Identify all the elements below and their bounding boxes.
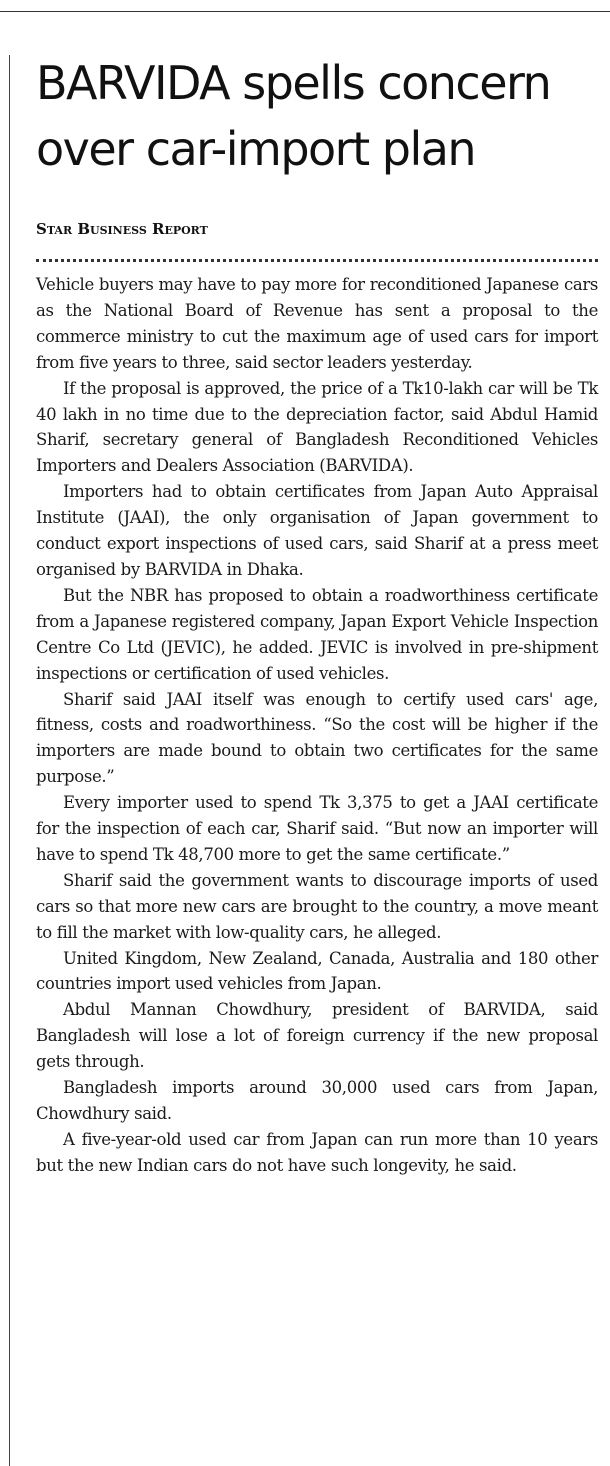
paragraph: United Kingdom, New Zealand, Canada, Australia and 180 other countries import used vehicles from Japan. (36, 948, 598, 994)
headline-line-1: BARVIDA spells concern (36, 56, 551, 110)
headline (36, 50, 602, 182)
paragraph: Sharif said JAAI itself was enough to certify used cars' age, fitness, costs and roadworthiness. “So the cost will be higher if the importers are made bound to obtain two certificates for the same purpose.” (36, 689, 598, 787)
paragraph: Abdul Mannan Chowdhury, president of BARVIDA, said Bangladesh will lose a lot of foreign currency if the new proposal gets through. (36, 1000, 598, 1072)
paragraph: Every importer used to spend Tk 3,375 to get a JAAI certificate for the inspection of each car, Sharif said. “But now an importer will have to spend Tk 48,700 more to get the same certificate.” (36, 793, 598, 864)
column-rule (9, 55, 10, 1466)
paragraph: A five-year-old used car from Japan can run more than 10 years but the new Indian cars do not have such longevity, he said. (36, 1129, 598, 1175)
paragraph: Bangladesh imports around 30,000 used cars from Japan, Chowdhury said. (36, 1078, 598, 1123)
paragraph: If the proposal is approved, the price of a Tk10-lakh car will be Tk 40 lakh in no time due to the depreciation factor, said Abdul Hamid Sharif, secretary general of Bangladesh Reconditioned Vehicles Importers and Dealers Association (BARVIDA). (36, 378, 598, 476)
paragraph: Vehicle buyers may have to pay more for reconditioned Japanese cars as the National Board of Revenue has sent a proposal to the commerce ministry to cut the maximum age of used cars for import from five years to three, said sector leaders yesterday. (36, 275, 598, 372)
paragraph: Importers had to obtain certificates from Japan Auto Appraisal Institute (JAAI), the only organisation of Japan government to conduct export inspections of used cars, said Sharif at a press meet organised by BARVIDA in Dhaka. (36, 482, 598, 579)
paragraph: But the NBR has proposed to obtain a roadworthiness certificate from a Japanese registered company, Japan Export Vehicle Inspection Centre Co Ltd (JEVIC), he added. JEVIC is involved in pre-shipment inspections or certification of used vehicles. (36, 585, 598, 683)
paragraph: Sharif said the government wants to discourage imports of used cars so that more new cars are brought to the country, a move meant to fill the market with low-quality cars, he alleged. (36, 870, 598, 942)
byline: Star Business Report (36, 220, 208, 238)
article-body (36, 272, 598, 1179)
top-rule (0, 11, 610, 12)
headline-line-2: over car-import plan (36, 122, 476, 176)
dotted-separator (36, 259, 598, 262)
